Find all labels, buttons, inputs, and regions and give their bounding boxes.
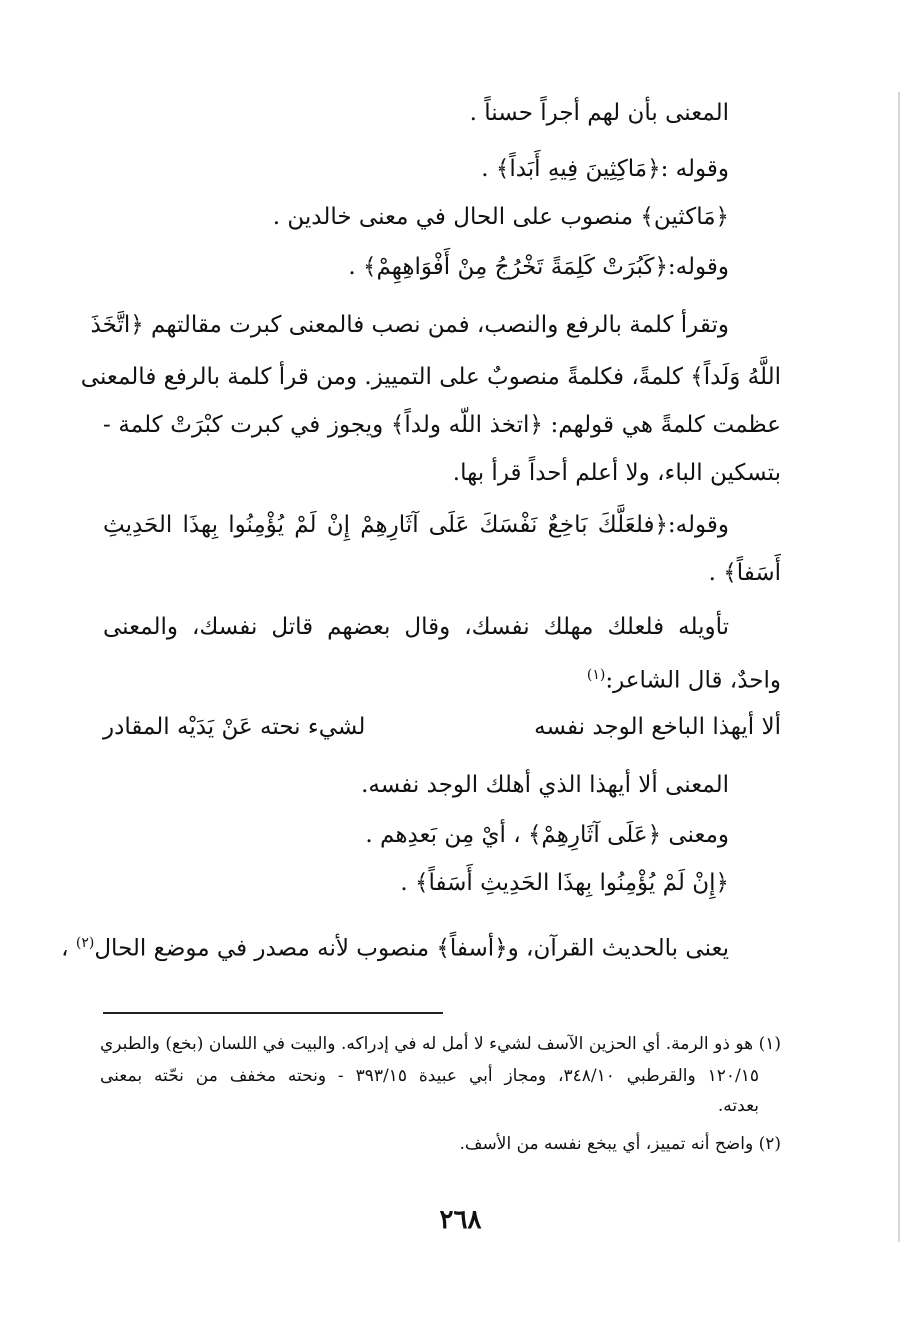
- text-line: اللَّهُ وَلَداً﴾ كلمةً، فكلمةً منصوبٌ على التمييز. ومن قرأ كلمة بالرفع فالمعنى: [80, 364, 781, 390]
- footnote-line: ١٢٠/١٥ والقرطبي ٣٤٨/١٠، ومجاز أبي عبيدة ٣٩٣/١٥ - ونحته مخفف من نحّته بمعنى: [100, 1066, 760, 1086]
- text-segment: يعنى بالحديث القرآن، و﴿أسفاً﴾ منصوب لأنه مصدر في موضع الحال: [94, 935, 729, 962]
- text-line: عظمت كلمةً هي قولهم: ﴿اتخذ اللّه ولداً﴾ ويجوز في كبرت كبْرَتْ كلمة -: [103, 412, 781, 438]
- text-line: [587, 658, 781, 698]
- text-segment: واحدٌ، قال الشاعر:: [605, 667, 781, 694]
- text-line: وتقرأ كلمة بالرفع والنصب، فمن نصب فالمعنى كبرت مقالتهم ﴿اتَّخَذَ: [90, 312, 729, 338]
- text-line: ﴿إِنْ لَمْ يُؤْمِنُوا بِهذَا الحَدِيثِ أَسَفاً﴾ .: [400, 870, 729, 896]
- footnote-ref: (٢): [75, 935, 95, 951]
- text-line: أَسَفاً﴾ .: [708, 560, 781, 586]
- text-line: المعنى بأن لهم أجراً حسناً .: [469, 100, 729, 126]
- page-number: ٢٦٨: [439, 1205, 482, 1235]
- text-line: وقوله:﴿كَبُرَتْ كَلِمَةً تَخْرُجُ مِنْ أَفْوَاهِهِمْ﴾ .: [348, 254, 729, 280]
- text-line: يعنى بالحديث القرآن، و﴿أسفاً﴾ منصوب لأنه مصدر في موضع الحال$^{(٢)}$ ،: [61, 935, 729, 962]
- text-line: وقوله :﴿مَاكِثِينَ فِيهِ أَبَداً﴾ .: [481, 156, 729, 182]
- text-line: بتسكين الباء، ولا أعلم أحداً قرأ بها.: [452, 460, 781, 486]
- page-edge-shadow: [898, 92, 900, 1242]
- text-line: ومعنى ﴿عَلَى آثَارِهِمْ﴾ ، أيْ مِن بَعدِهم .: [365, 822, 729, 848]
- verse-first-hemistich: ألا أيهذا الباخع الوجد نفسه: [534, 714, 781, 740]
- footnote-ref: (١): [586, 667, 606, 683]
- footnote-line: بعدته.: [717, 1096, 759, 1116]
- verse-second-hemistich: لشيء نحته عَنْ يَدَيْه المقادر: [103, 714, 366, 740]
- text-line: وقوله:﴿فلعَلَّكَ بَاخِعٌ نَفْسَكَ عَلَى آثَارِهِمْ إِنْ لَمْ يُؤْمِنُوا بِهذَا الحَدِيثِ: [103, 512, 729, 538]
- footnote-separator: [103, 1012, 443, 1014]
- text-line: المعنى ألا أيهذا الذي أهلك الوجد نفسه.: [361, 772, 729, 798]
- footnote-line: (١) هو ذو الرمة. أي الحزين الآسف لشيء لا أمل له في إدراكه. والبيت في اللسان (بخع) والطبري: [100, 1034, 781, 1054]
- text-line: ﴿مَاكثين﴾ منصوب على الحال في معنى خالدين .: [272, 204, 729, 230]
- text-line: تأويله فلعلك مهلك نفسك، وقال بعضهم قاتل نفسك، والمعنى: [103, 614, 729, 640]
- footnote-line: (٢) واضح أنه تمييز، أي يبخع نفسه من الأسف.: [459, 1134, 781, 1154]
